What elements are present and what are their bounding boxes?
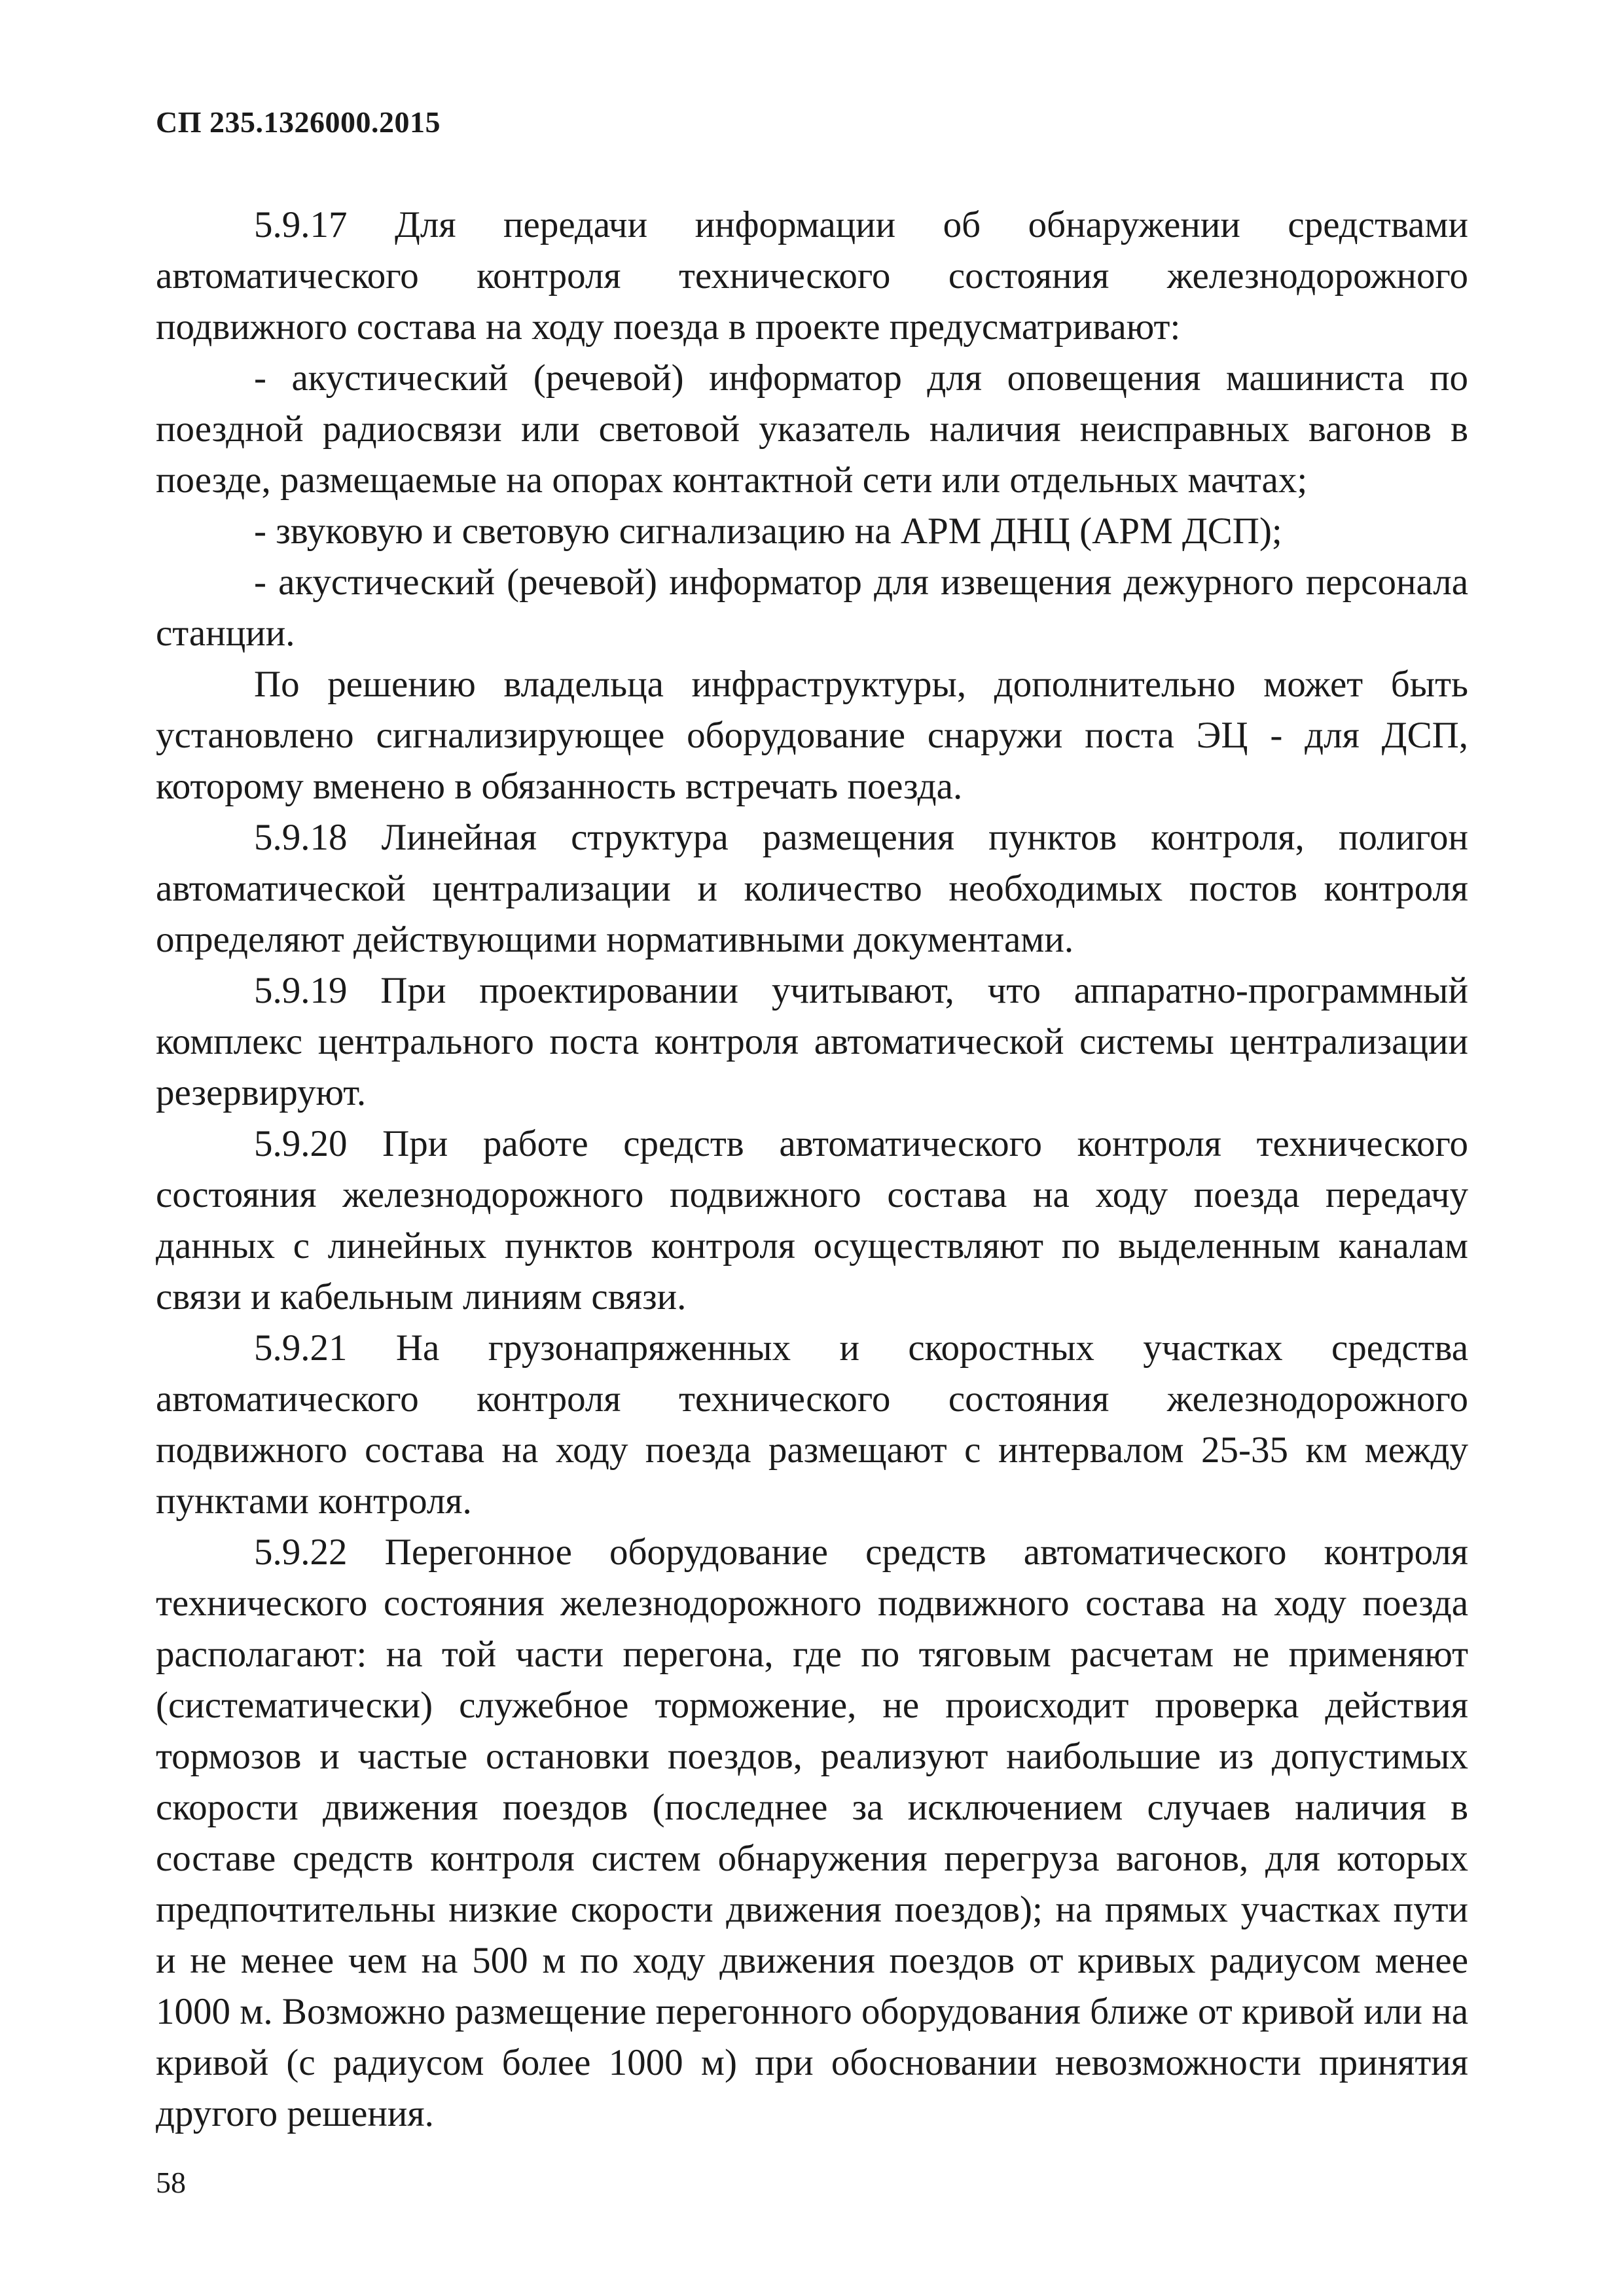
paragraph-5-9-22: 5.9.22 Перегонное оборудование средств автоматического контроля технического состояния железнодорожного подвижного состава на ходу поезда располагают: на той части перегона, где по тяговым расчетам не применяют (систематически) служебное торможение, не происходит проверка действия тормозов и частые остановки поездов, реализуют наибольшие из допустимых скорости движения поездов (последнее за исключением случаев наличия в составе средств контроля систем обнаружения перегруза вагонов, для которых предпочтительны низкие скорости движения поездов); на прямых участках пути и не менее чем на 500 м по ходу движения поездов от кривых радиусом менее 1000 м. Возможно размещение перегонного оборудования ближе от кривой или на кривой (с радиусом более 1000 м) при обосновании невозможности принятия другого решения. [156,1532,1468,2134]
document-code-header: СП 235.1326000.2015 [156,105,441,139]
list-item-acoustic-informer-driver: - акустический (речевой) информатор для оповещения машиниста по поездной радиосвязи или световой указатель наличия неисправных вагонов в поезде, размещаемые на опорах контактной сети или отдельных мачтах; [156,357,1468,501]
list-item-acoustic-informer-staff: - акустический (речевой) информатор для извещения дежурного персонала станции. [156,562,1468,654]
page-number: 58 [156,2166,186,2199]
paragraph-5-9-18: 5.9.18 Линейная структура размещения пунктов контроля, полигон автоматической централизации и количество необходимых постов контроля определяют действующими нормативными документами. [156,817,1468,960]
paragraph-5-9-19: 5.9.19 При проектировании учитывают, что аппаратно-программный комплекс центрального поста контроля автоматической системы централизации резервируют. [156,970,1468,1113]
paragraph-5-9-20: 5.9.20 При работе средств автоматического контроля технического состояния железнодорожного подвижного состава на ходу поезда передачу данных с линейных пунктов контроля осуществляют по выделенным каналам связи и кабельным линиям связи. [156,1123,1468,1318]
paragraph-infrastructure-owner: По решению владельца инфраструктуры, дополнительно может быть установлено сигнализирующее оборудование снаружи поста ЭЦ - для ДСП, которому вменено в обязанность встречать поезда. [156,664,1468,807]
paragraph-5-9-17: 5.9.17 Для передачи информации об обнаружении средствами автоматического контроля технического состояния железнодорожного подвижного состава на ходу поезда в проекте предусматривают: [156,204,1468,348]
paragraph-5-9-21: 5.9.21 На грузонапряженных и скоростных участках средства автоматического контроля технического состояния железнодорожного подвижного состава на ходу поезда размещают с интервалом 25-35 км между пунктами контроля. [156,1327,1468,1522]
document-body [156,200,1468,2140]
list-item-sound-light-signalling: - звуковую и световую сигнализацию на АРМ ДНЦ (АРМ ДСП); [254,511,1282,552]
